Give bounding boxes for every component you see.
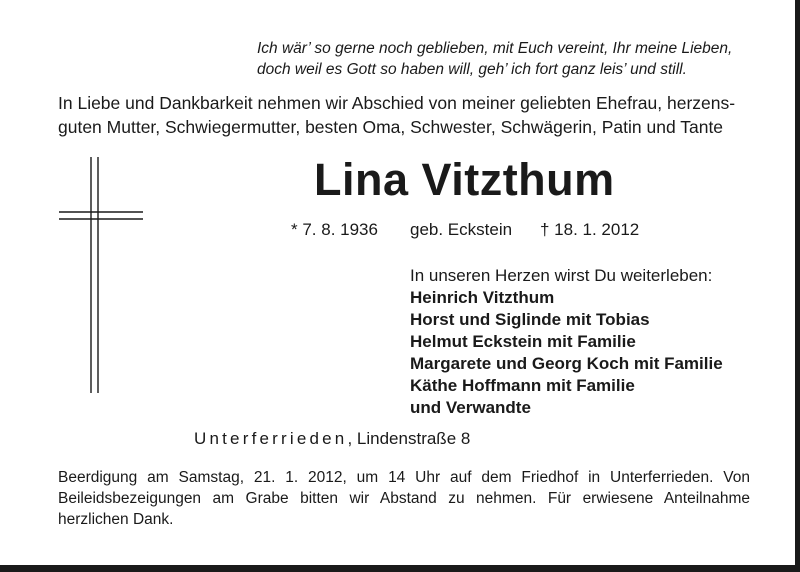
address — [194, 428, 470, 450]
deceased-name: Lina Vitzthum — [314, 154, 615, 205]
mourners-list — [410, 265, 780, 419]
death-date: † 18. 1. 2012 — [540, 220, 640, 239]
mourners-lead: In unseren Herzen wirst Du weiterleben: — [410, 266, 713, 285]
birth-date: * 7. 8. 1936 — [291, 220, 378, 239]
intro-line-2: guten Mutter, Schwiegermutter, besten Oma, Schwester, Schwägerin, Patin und Tante — [58, 117, 724, 137]
mourner-name: Heinrich Vitzthum — [410, 288, 555, 307]
mourner-name: und Verwandte — [410, 398, 531, 417]
poem-line-2: doch weil es Gott so haben will, geh’ ich fort ganz leis’ und still. — [257, 61, 687, 78]
mourner-name: Käthe Hoffmann mit Familie — [410, 376, 635, 395]
intro-line-1: In Liebe und Dankbarkeit nehmen wir Abschied von meiner geliebten Ehefrau, herzens- — [58, 93, 736, 113]
funeral-info: Beerdigung am Samstag, 21. 1. 2012, um 14 Uhr auf dem Friedhof in Unterferrieden. Von Beileidsbezeigungen am Grabe bitten wir Abstand zu nehmen. Für erwiesene Anteilnahme herzlichen Dank. — [58, 469, 750, 528]
mourner-name: Horst und Siglinde mit Tobias — [410, 310, 650, 329]
poem-line-1: Ich wär’ so gerne noch geblieben, mit Euch vereint, Ihr meine Lieben, — [257, 40, 733, 57]
frame-right-border — [795, 0, 800, 572]
mourner-name: Margarete und Georg Koch mit Familie — [410, 354, 723, 373]
frame-bottom-border — [0, 565, 800, 572]
maiden-name: geb. Eckstein — [410, 220, 513, 239]
intro-text — [58, 91, 758, 139]
address-place: Unterferrieden — [194, 429, 348, 448]
poem-verse — [257, 38, 757, 80]
cross-icon — [55, 155, 145, 395]
mourner-name: Helmut Eckstein mit Familie — [410, 332, 636, 351]
address-street: , Lindenstraße 8 — [347, 429, 471, 448]
